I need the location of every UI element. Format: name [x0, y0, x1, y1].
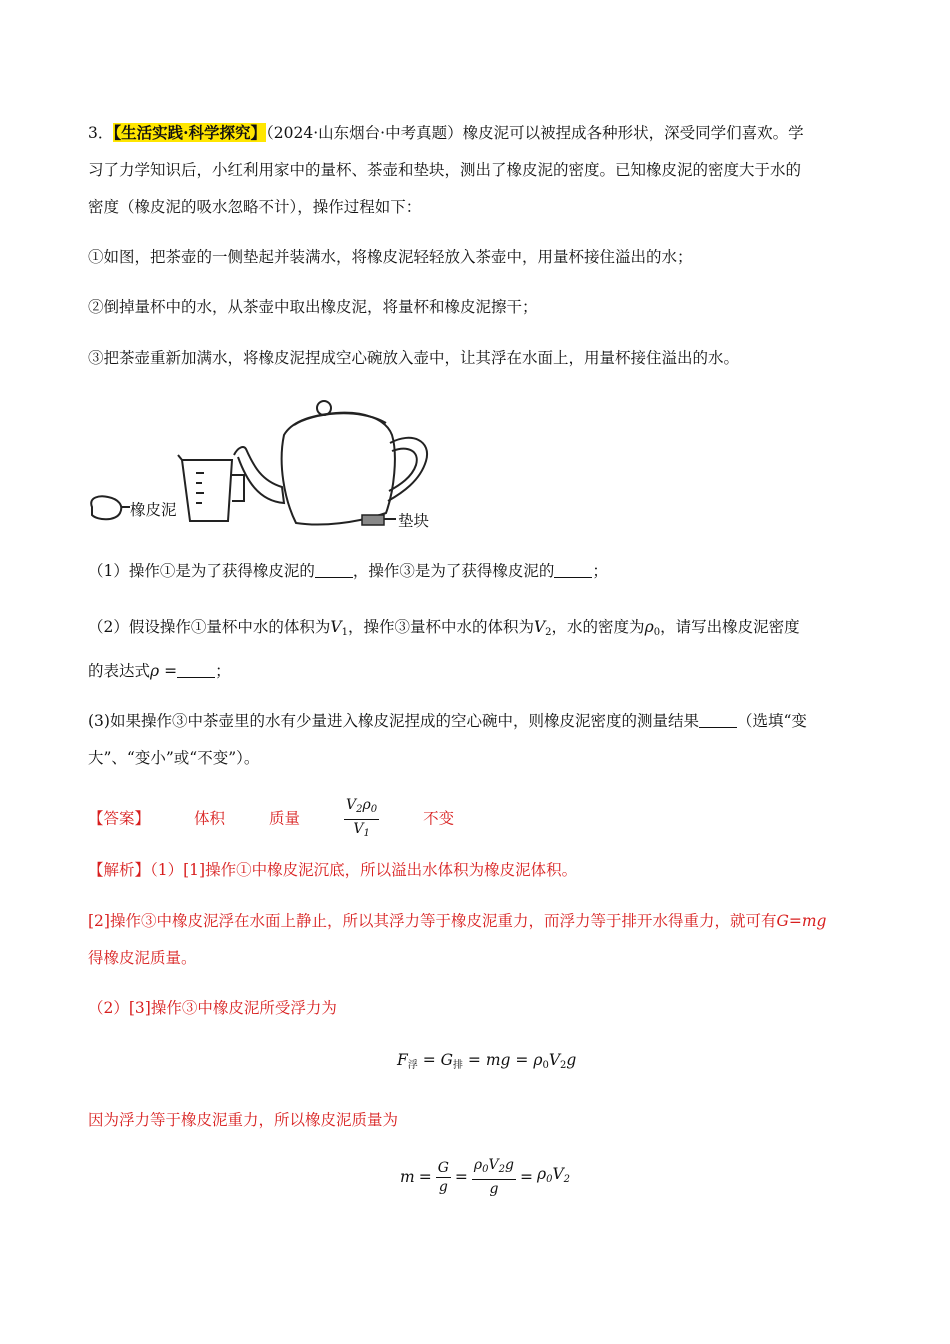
block-label: 垫块	[398, 512, 430, 530]
analysis-line-5: 因为浮力等于橡皮泥重力，所以橡皮泥质量为	[88, 1111, 399, 1129]
subquestion-3-line-1: (3)如果操作③中茶壶里的水有少量进入橡皮泥捏成的空心碗中，则橡皮泥密度的测量结果 （选填“变	[88, 712, 807, 730]
answer-2: 质量	[269, 809, 301, 828]
question-number: 3．	[88, 124, 114, 142]
teapot-body	[282, 413, 395, 525]
step-3: ③把茶壶重新加满水，将橡皮泥捏成空心碗放入壶中，让其浮在水面上，用量杯接住溢出的水。	[88, 349, 740, 367]
answer-blank-4[interactable]	[699, 713, 737, 728]
analysis-line-4: （2）[3]操作③中橡皮泥所受浮力为	[88, 999, 337, 1017]
answer-blank-2[interactable]	[554, 563, 592, 578]
question-source: （2024·山东烟台·中考真题）橡皮泥可以被捏成各种形状，深受同学们喜欢。学	[266, 124, 804, 142]
clay-label: 橡皮泥	[130, 501, 177, 519]
step-1: ①如图，把茶壶的一侧垫起并装满水，将橡皮泥轻轻放入茶壶中，用量杯接住溢出的水；	[88, 248, 693, 266]
teapot-figure	[86, 395, 446, 539]
step-2: ②倒掉量杯中的水，从茶壶中取出橡皮泥，将量杯和橡皮泥擦干；	[88, 298, 538, 316]
measuring-cup	[182, 460, 232, 521]
support-block	[362, 515, 384, 525]
analysis-line-2: [2]操作③中橡皮泥浮在水面上静止，所以其浮力等于橡皮泥重力，而浮力等于排开水得重力，就可有G=mg	[88, 912, 827, 930]
answer-line	[88, 796, 454, 840]
analysis-line-3: 得橡皮泥质量。	[88, 949, 197, 967]
answer-blank-3[interactable]	[177, 663, 215, 678]
answer-1: 体积	[194, 809, 226, 828]
answer-4: 不变	[423, 809, 455, 828]
question-tag: 【生活实践·科学探究】	[113, 123, 267, 142]
answer-3-fraction: $\frac{V_2\rho_0}{V_1}$	[346, 797, 378, 839]
question-line-1	[88, 123, 804, 143]
mass-equation: m = $\frac{G}{g}$ = $\frac{\rho_0V_2g}{g}$ = $\rho_0V_2$	[400, 1157, 571, 1197]
answer-label: 【答案】	[88, 809, 151, 828]
subquestion-3-line-2: 大”、“变小”或“不变”）。	[88, 749, 260, 767]
subquestion-1: （1）操作①是为了获得橡皮泥的 ，操作③是为了获得橡皮泥的 ；	[88, 562, 608, 580]
analysis-line-1: 【解析】（1）[1]操作①中橡皮泥沉底，所以溢出水体积为橡皮泥体积。	[88, 861, 578, 879]
subquestion-2-line-2: 的表达式ρ = ；	[88, 662, 231, 680]
question-line-2: 习了力学知识后，小红利用家中的量杯、茶壶和垫块，测出了橡皮泥的密度。已知橡皮泥的密度大于水的	[88, 161, 802, 179]
analysis-label: 【解析】	[88, 861, 151, 879]
clay-shape	[91, 496, 121, 519]
question-line-3: 密度（橡皮泥的吸水忽略不计），操作过程如下：	[88, 198, 422, 216]
subquestion-2-line-1: （2）假设操作①量杯中水的体积为$V_1$，操作③量杯中水的体积为$V_2$，水的密度为$\rho_0$，请写出橡皮泥密度	[88, 618, 800, 638]
answer-blank-1[interactable]	[315, 563, 353, 578]
buoyancy-equation: $F_浮 = G_排$ = mg = $\rho_0V_2g$	[397, 1051, 577, 1071]
